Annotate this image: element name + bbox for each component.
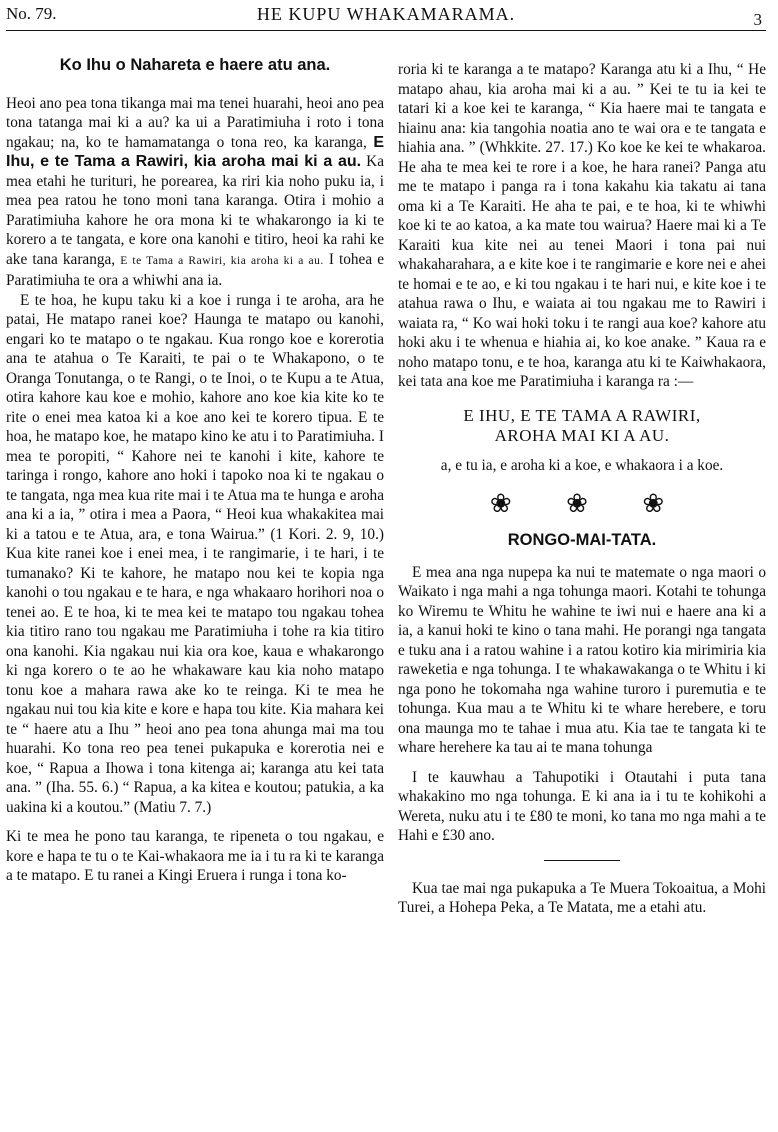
paragraph: I te kauwhau a Tahupotiki i Otautahi i puta tana whakakino mo nga tohunga. E ki ana ia i tu te kohikohi a Wereta, nuku atu i te £80 te moni, ko tana mo nga mahi a te Hahi e £30 ano. bbox=[398, 768, 766, 844]
prayer-smallcaps-text: E te Tama a Rawiri, kia aroha ki a au. bbox=[120, 254, 324, 267]
paragraph-gap bbox=[398, 758, 766, 768]
paragraph-text: Ka mea etahi he turituri, he porearea, ka riri kia noho puku ia, i mea pea ratou he tono moni tana karanga. Otira i mohio a Paratimiuha kahore he ora mona ki te whakarongo ia ki te korero a te tangata, e kore ona kanohi e titiro, heoi ka rahi ke ake tana karanga, bbox=[6, 153, 385, 268]
prayer-bold-text: E Ihu, e te Tama a Rawiri, kia aroha mai ki a au. bbox=[6, 133, 385, 170]
news-heading: RONGO-MAI-TATA. bbox=[507, 531, 657, 549]
page-header bbox=[6, 4, 766, 30]
paragraph-gap bbox=[6, 817, 384, 827]
flower-ornament-icon: ❀ ❀ ❀ bbox=[489, 489, 689, 518]
article-heading: Ko Ihu o Nahareta e haere atu ana. bbox=[59, 56, 331, 74]
prayer-line: AROHA MAI KI A AU. bbox=[494, 425, 670, 445]
paragraph-text: I tohea e Paratimiuha te ora a whiwhi ana ia. bbox=[6, 250, 385, 289]
prayer-tail: a, e tu ia, e aroha ki a koe, e whakaora i a koe. bbox=[440, 456, 724, 474]
left-column bbox=[6, 56, 384, 886]
issue-number: No. 79. bbox=[6, 4, 57, 23]
running-title: HE KUPU WHAKAMARAMA. bbox=[256, 4, 516, 24]
paragraph: Ki te mea he pono tau karanga, te ripeneta o tou ngakau, e kore e hapa te tu o te Kai-whakaora me ia i tu ra ki te karanga a te matapo. E tu ranei a Kingi Eruera i runga i tona ko- bbox=[6, 828, 384, 884]
page-number: 3 bbox=[753, 10, 762, 29]
paragraph bbox=[6, 94, 384, 291]
right-column bbox=[398, 60, 766, 918]
header-rule bbox=[6, 30, 766, 31]
paragraph: E te hoa, he kupu taku ki a koe i runga i te aroha, ara he patai, He matapo ranei koe? Haunga te matapo ou kanohi, engari ko te matapo o te ngakau. Kua rongo koe e korerotia ana te atahua o Te Karaiti, te pai o te Whakapono, o te Oranga Tonutanga, o te Rangi, o te Inoi, o te Kupu a te Atua, otira kahore kau koe e mohio, kahore ano koe kia kite ko te rite o enei mea katoa ki a koe ano kei te korero tipua. E te hoa, he matapo koe, he matapo kino ke atu i to Paratimiuha. I mea te poropiti, “ Kahore nei te kanohi i kite, kahore te taringa i rongo, kahore ano hoki i tapoko noa ki te ngakau o te tangata, nga mea kua rite mai i te Atua ma te hunga e aroha ana ki a ia, ” otira i mea a Paora, “ Heoi kua whakakitea mai ki a tatou e te Atua, ara, e tona Wairua.” (1 Kori. 2. 9, 10.) Kua kite ranei koe i enei mea, i te rangimarie, i te hari, i te tumanako? Ki te kahore, he matapo nou kei te kopia nga kanohi o tou ngakau e te hara, e nga whakaaro horihori noa o tenei ao. E te hoa, ki te mea kei te matapo tou ngakau tohea kia titiro rano tou ngakau me Paratimiuha i tohe ra kia titiro ona kanohi. Kia ngakau nui kia ora koe, kaua e whakarongo ki nga korero o te ao he whakaware kau kia noho matapo tonu koe a mahara rawa ake ko te reinga. Ki te mea he ngakau nui tou kia kite e kore e hapa tou kite. Kia mahara kei te “ haere atu a Ihu ” heoi ano pea tona ahunga mai ma tou huarahi. Ko tona reo pea tenei pukapuka e korerotia nei e koe, “ Rapua a Ihowa i tona kitenga ai; karanga atu kei tata ana. ” (Iha. 55. 6.) “ Rapua, a ka kitea e koutou; patukia, a ka uakina ki a koutou.” (Matiu 7. 7.) bbox=[6, 291, 384, 816]
separator-rule bbox=[544, 860, 620, 861]
prayer-line: E IHU, E TE TAMA A RAWIRI, bbox=[463, 405, 701, 425]
prayer-block bbox=[398, 406, 766, 446]
paragraph-text: Heoi ano pea tona tikanga mai ma tenei huarahi, heoi ano pea tona tatanga mai ki a au? ka ui a Paratimiuha i roto i tona ngakau; na, ko te hamamatanga o tona reo, ka karanga, bbox=[6, 94, 384, 151]
paragraph: roria ki te karanga a te matapo? Karanga atu ki a Ihu, “ He matapo ahau, kia aroha mai ki a au. ” Kei te tu ia kei te tatari ki a koe kei te karanga, “ Kia haere mai te tangata e hiainu ana: kia tangohia noatia ano te wai ora e te tangata e hiahia ana. ” (Whkkite. 27. 17.) Ko koe ke kei te whakaroa. He aha te mea kei te rore i a koe, he hara ranei? Panga atu me te matapo i panga ra i tona kakahu kia takatu ai tana oma ki a Te Karaiti. He aha te pai, e te hoa, ki te whiwhi koe ki te ao katoa, a ka mate tou wairua? Haere mai ki a Te Karaiti kua kite nei au tenei Maori i tona pai nui whakaharahara, a e kite koe i te rangimarie e kore nei e ahei te homai e te ao, e ki tou ngakau i te hari nui, e kite koe i te atahua rawa o Ihu, e waiata ai tou ngakau me to Rawiri i waiata ra, “ Ko wai hoki toku i te rangi aua koe? kahore atu hoki aku i te whenua e hiahia ai, ko koe anake. ” Kaua ra e noho matapo tonu, e te hoa, karanga atu ki te Kaiwhakaora, kei tata ana koe me Paratimiuha i karanga ra :— bbox=[398, 61, 766, 390]
paragraph: Kua tae mai nga pukapuka a Te Muera Tokoaitua, a Mohi Turei, a Hohepa Peka, a Te Matata, me a etahi atu. bbox=[398, 879, 766, 916]
paragraph: E mea ana nga nupepa ka nui te matemate o nga maori o Waikato i nga mahi a nga tohunga maori. Kotahi te tohunga ko Wiremu te Whitu he wahine te iwi nui e haere ana ki a ia, a kanui hoki te kino o tana mahi. He porangi nga tangata e tuku ana i a ratou wahine i a ratou kotiro kia mirimiria kia raweketia e nga tohunga. I te whakawakanga o te Whitu i ki nga pono he tokomaha nga wahine turoro i puremutia e te tohunga. Kua mau a te Whitu ki te whare herebere, e toru ona maunga mo te tahae i mua atu. Kia tae te tangata ki te whare herehere ka tau ai te mana tohunga bbox=[398, 563, 766, 756]
